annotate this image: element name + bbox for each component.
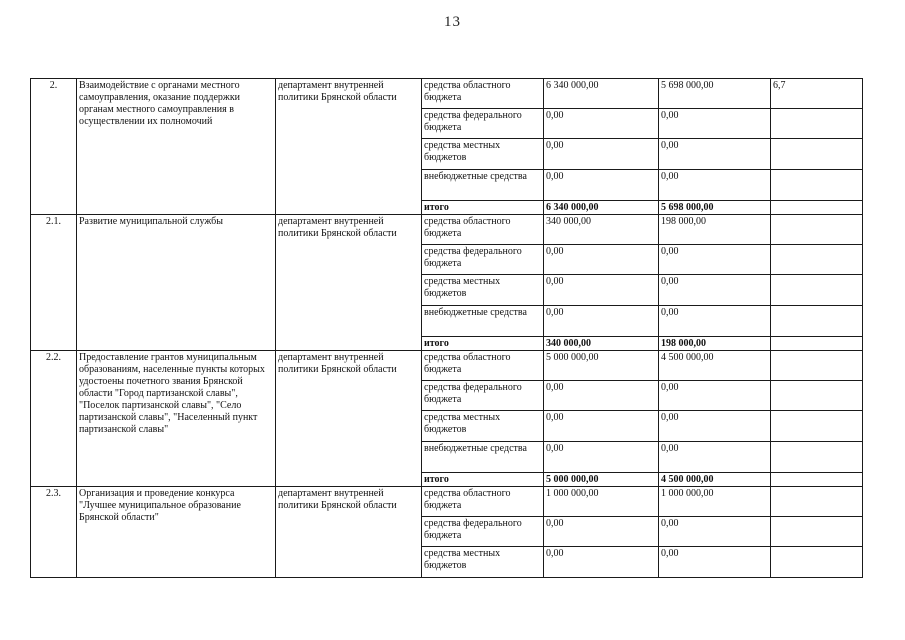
funding-source: средства федерального бюджета [422, 381, 544, 411]
funding-source: итого [422, 337, 544, 351]
funding-source: средства федерального бюджета [422, 245, 544, 275]
row-number: 2.2. [31, 351, 77, 487]
funding-source: средства местных бюджетов [422, 547, 544, 578]
funding-source: средства областного бюджета [422, 215, 544, 245]
amount-actual: 0,00 [659, 442, 771, 473]
page-number: 13 [444, 14, 461, 30]
amount-actual: 0,00 [659, 306, 771, 337]
amount-actual: 4 500 000,00 [659, 473, 771, 487]
amount-actual: 0,00 [659, 517, 771, 547]
percent-value [771, 109, 863, 139]
amount-planned: 1 000 000,00 [544, 487, 659, 517]
funding-source: средства областного бюджета [422, 487, 544, 517]
percent-value [771, 245, 863, 275]
responsible-department: департамент внутренней политики Брянской области [276, 79, 422, 215]
amount-planned: 0,00 [544, 306, 659, 337]
table-row [31, 351, 863, 381]
row-number: 2. [31, 79, 77, 215]
amount-planned: 340 000,00 [544, 337, 659, 351]
amount-planned: 6 340 000,00 [544, 79, 659, 109]
row-number: 2.1. [31, 215, 77, 351]
amount-planned: 0,00 [544, 547, 659, 578]
percent-value [771, 139, 863, 170]
amount-planned: 0,00 [544, 275, 659, 306]
percent-value [771, 170, 863, 201]
percent-value [771, 381, 863, 411]
amount-planned: 6 340 000,00 [544, 201, 659, 215]
amount-planned: 0,00 [544, 109, 659, 139]
funding-source: внебюджетные средства [422, 442, 544, 473]
amount-planned: 0,00 [544, 442, 659, 473]
amount-actual: 0,00 [659, 381, 771, 411]
amount-planned: 0,00 [544, 517, 659, 547]
activity-name: Предоставление грантов муниципальным образованиям, населенные пункты которых удостоены почетного звания Брянской области "Город партизанской славы", "Поселок партизанской славы", "Село партизанской славы", "Населенный пункт партизанской славы" [77, 351, 276, 487]
budget-table [30, 78, 863, 578]
funding-source: внебюджетные средства [422, 170, 544, 201]
percent-value [771, 442, 863, 473]
amount-planned: 0,00 [544, 381, 659, 411]
amount-actual: 0,00 [659, 109, 771, 139]
percent-value [771, 411, 863, 442]
funding-source: средства областного бюджета [422, 79, 544, 109]
percent-value [771, 337, 863, 351]
funding-source: средства федерального бюджета [422, 517, 544, 547]
amount-actual: 0,00 [659, 170, 771, 201]
amount-actual: 0,00 [659, 139, 771, 170]
amount-planned: 0,00 [544, 170, 659, 201]
percent-value [771, 275, 863, 306]
amount-actual: 5 698 000,00 [659, 79, 771, 109]
amount-planned: 0,00 [544, 411, 659, 442]
amount-planned: 0,00 [544, 139, 659, 170]
amount-actual: 0,00 [659, 275, 771, 306]
percent-value [771, 517, 863, 547]
activity-name: Развитие муниципальной службы [77, 215, 276, 351]
amount-planned: 340 000,00 [544, 215, 659, 245]
amount-actual: 0,00 [659, 411, 771, 442]
funding-source: средства местных бюджетов [422, 411, 544, 442]
amount-planned: 0,00 [544, 245, 659, 275]
funding-source: средства федерального бюджета [422, 109, 544, 139]
activity-name: Организация и проведение конкурса "Лучшее муниципальное образование Брянской области" [77, 487, 276, 578]
activity-name: Взаимодействие с органами местного самоуправления, оказание поддержки органам местного самоуправления в осуществлении их полномочий [77, 79, 276, 215]
funding-source: итого [422, 201, 544, 215]
amount-actual: 5 698 000,00 [659, 201, 771, 215]
funding-source: средства местных бюджетов [422, 275, 544, 306]
amount-planned: 5 000 000,00 [544, 473, 659, 487]
funding-source: внебюджетные средства [422, 306, 544, 337]
amount-actual: 1 000 000,00 [659, 487, 771, 517]
responsible-department: департамент внутренней политики Брянской области [276, 487, 422, 578]
percent-value [771, 215, 863, 245]
percent-value: 6,7 [771, 79, 863, 109]
responsible-department: департамент внутренней политики Брянской области [276, 351, 422, 487]
table-body [31, 79, 863, 578]
amount-actual: 0,00 [659, 245, 771, 275]
table-row [31, 79, 863, 109]
percent-value [771, 306, 863, 337]
responsible-department: департамент внутренней политики Брянской области [276, 215, 422, 351]
amount-actual: 0,00 [659, 547, 771, 578]
percent-value [771, 201, 863, 215]
percent-value [771, 547, 863, 578]
percent-value [771, 351, 863, 381]
funding-source: средства местных бюджетов [422, 139, 544, 170]
percent-value [771, 473, 863, 487]
amount-actual: 198 000,00 [659, 215, 771, 245]
table-row [31, 215, 863, 245]
percent-value [771, 487, 863, 517]
amount-actual: 4 500 000,00 [659, 351, 771, 381]
table-row [31, 487, 863, 517]
funding-source: итого [422, 473, 544, 487]
funding-source: средства областного бюджета [422, 351, 544, 381]
amount-planned: 5 000 000,00 [544, 351, 659, 381]
amount-actual: 198 000,00 [659, 337, 771, 351]
row-number: 2.3. [31, 487, 77, 578]
